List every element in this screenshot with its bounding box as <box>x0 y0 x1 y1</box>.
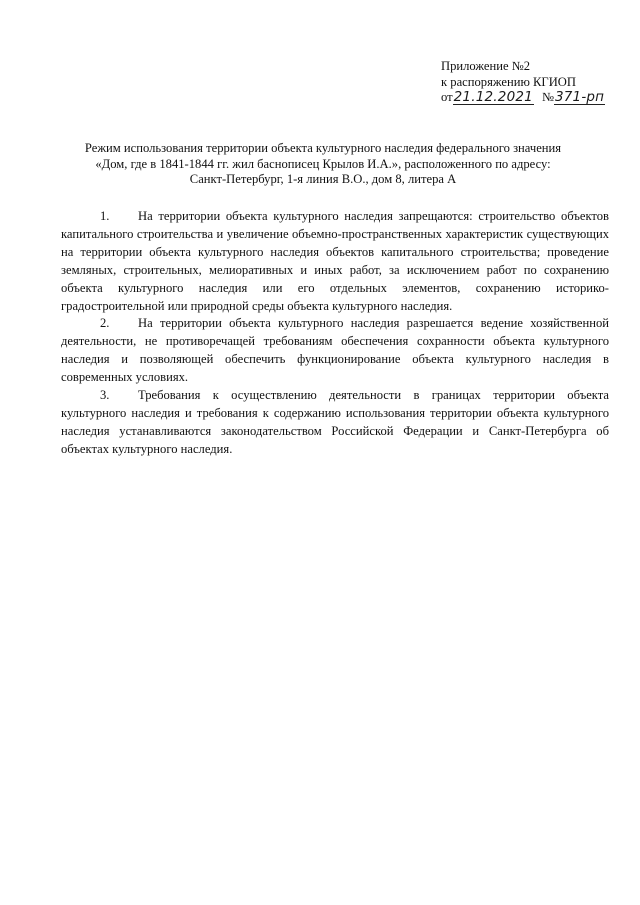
title-line-3: Санкт-Петербург, 1-я линия В.О., дом 8, литера А <box>189 172 457 187</box>
paragraph-1 <box>61 208 609 315</box>
paragraph-number: 3. <box>100 388 110 403</box>
handwritten-order-number: 371-рп <box>554 89 605 105</box>
handwritten-date: 21.12.2021 <box>453 89 533 105</box>
paragraph-text: Требования к осуществлению деятельности в границах территории объекта культурного наследия и требования к содержанию использования территории объекта культурного наследия устанавливаются законодательством Российской Федерации и Санкт-Петербурга об объектах культурного наследия. <box>61 388 609 456</box>
paragraph-number: 1. <box>100 209 110 223</box>
appendix-header <box>441 59 631 106</box>
title-line-1: Режим использования территории объекта культурного наследия федерального значения <box>84 141 562 155</box>
number-prefix: № <box>541 90 554 104</box>
paragraph-text: На территории объекта культурного наследия разрешается ведение хозяйственной деятельности, не противоречащей требованиям обеспечения сохранности объекта культурного наследия и позволяющей обеспечить функционирование объекта культурного наследия в современных условиях. <box>61 316 609 385</box>
document-title <box>60 141 586 188</box>
appendix-title: Приложение №2 <box>441 59 531 73</box>
title-line-2: «Дом, где в 1841-1844 гг. жил баснописец Крылов И.А.», расположенного по адресу: <box>95 156 551 171</box>
document-body <box>61 208 609 459</box>
date-prefix: от <box>441 90 453 104</box>
appendix-date-number-line <box>441 90 631 106</box>
paragraph-number: 2. <box>100 316 110 331</box>
appendix-order-reference: к распоряжению КГИОП <box>441 74 576 89</box>
paragraph-3 <box>61 387 609 459</box>
paragraph-2 <box>61 315 609 387</box>
paragraph-text: На территории объекта культурного наследия запрещаются: строительство объектов капитального строительства и увеличение объемно-пространственных характеристик существующих на территории объекта культурного наследия объектов капитального строительства; проведение земляных, строительных, мелиоративных и иных работ, за исключением работ по сохранению объекта культурного наследия или его отдельных элементов, сохранению историко-градостроительной или природной среды объекта культурного наследия. <box>61 209 609 313</box>
